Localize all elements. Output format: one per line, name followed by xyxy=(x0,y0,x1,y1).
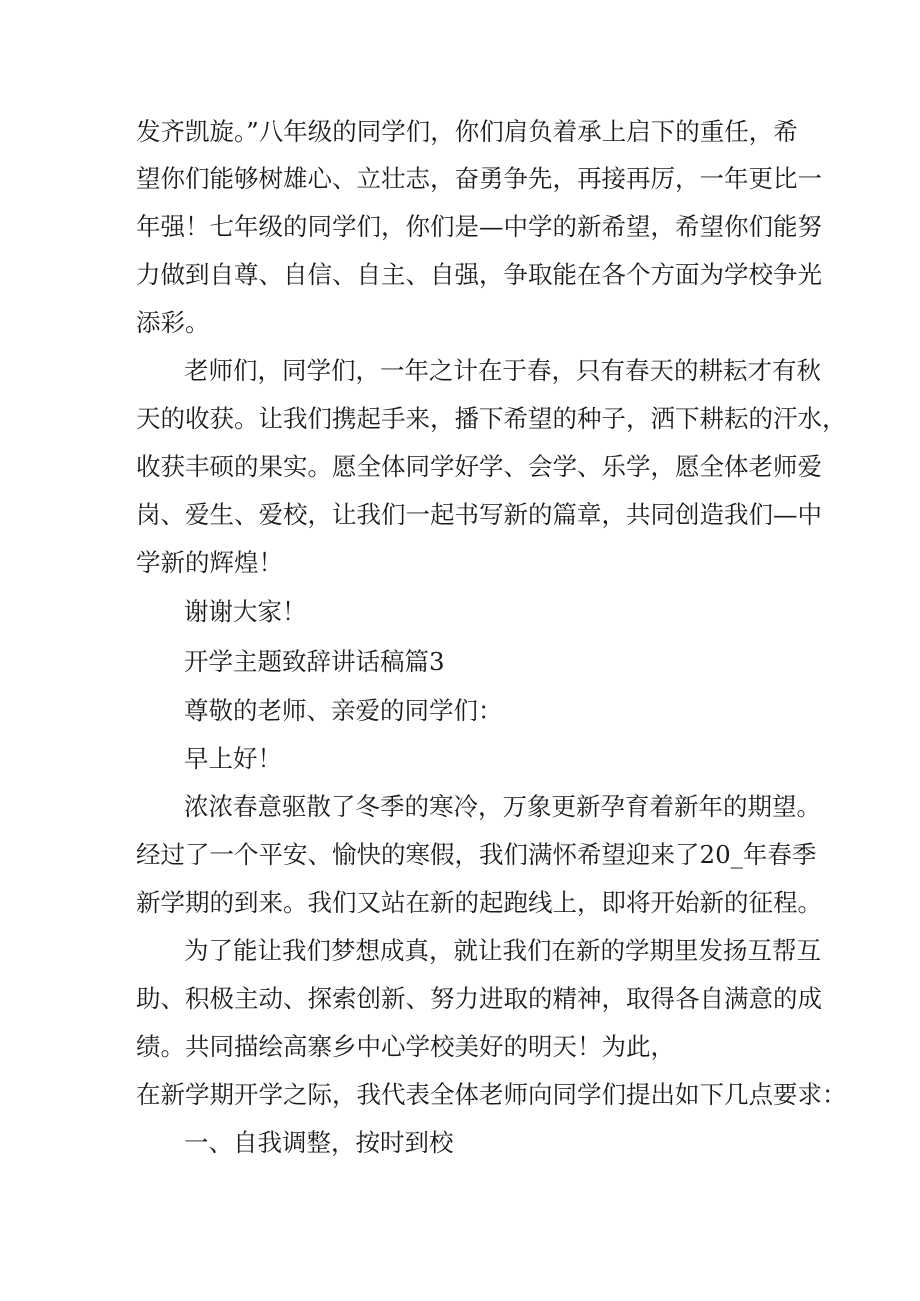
paragraph-4-line-2: 助、积极主动、探索创新、努力进取的精神，取得各自满意的成 xyxy=(136,984,822,1013)
paragraph-3-line-1: 浓浓春意驱散了冬季的寒冷，万象更新孕育着新年的期望。 xyxy=(184,792,821,821)
paragraph-1-line-2: 望你们能够树雄心、立壮志，奋勇争先，再接再厉，一年更比一 xyxy=(136,164,822,193)
paragraph-2-line-5: 学新的辉煌！ xyxy=(136,548,283,577)
heading-1: 一、自我调整，按时到校 xyxy=(184,1128,454,1157)
thanks-line: 谢谢大家！ xyxy=(184,597,307,626)
paragraph-1-line-1: 发齐凯旋。”八年级的同学们，你们肩负着承上启下的重任，希 xyxy=(136,117,798,146)
paragraph-3-line-3: 新学期的到来。我们又站在新的起跑线上，即将开始新的征程。 xyxy=(136,888,822,917)
section-title: 开学主题致辞讲话稿篇3 xyxy=(184,647,445,676)
paragraph-2-line-4: 岗、爱生、爱校，让我们一起书写新的篇章，共同创造我们—中 xyxy=(136,500,822,529)
paragraph-2-line-1: 老师们，同学们，一年之计在于春，只有春天的耕耘才有秋 xyxy=(184,356,821,385)
salutation: 尊敬的老师、亲爱的同学们： xyxy=(184,696,503,725)
paragraph-1-line-3: 年强！七年级的同学们，你们是—中学的新希望，希望你们能努 xyxy=(136,212,822,241)
paragraph-1-line-5: 添彩。 xyxy=(136,308,210,337)
paragraph-3-line-2: 经过了一个平安、愉快的寒假，我们满怀希望迎来了20_年春季 xyxy=(136,840,817,869)
greeting: 早上好！ xyxy=(184,744,282,773)
paragraph-4-line-3: 绩。共同描绘高寨乡中心学校美好的明天！为此， xyxy=(136,1032,675,1061)
paragraph-2-line-3: 收获丰硕的果实。愿全体同学好学、会学、乐学，愿全体老师爱 xyxy=(136,452,822,481)
paragraph-4-line-4: 在新学期开学之际，我代表全体老师向同学们提出如下几点要求： xyxy=(136,1080,847,1109)
paragraph-4-line-1: 为了能让我们梦想成真，就让我们在新的学期里发扬互帮互 xyxy=(184,936,821,965)
paragraph-2-line-2: 天的收获。让我们携起手来，播下希望的种子，洒下耕耘的汗水， xyxy=(136,404,847,433)
paragraph-1-line-4: 力做到自尊、自信、自主、自强，争取能在各个方面为学校争光 xyxy=(136,260,822,289)
